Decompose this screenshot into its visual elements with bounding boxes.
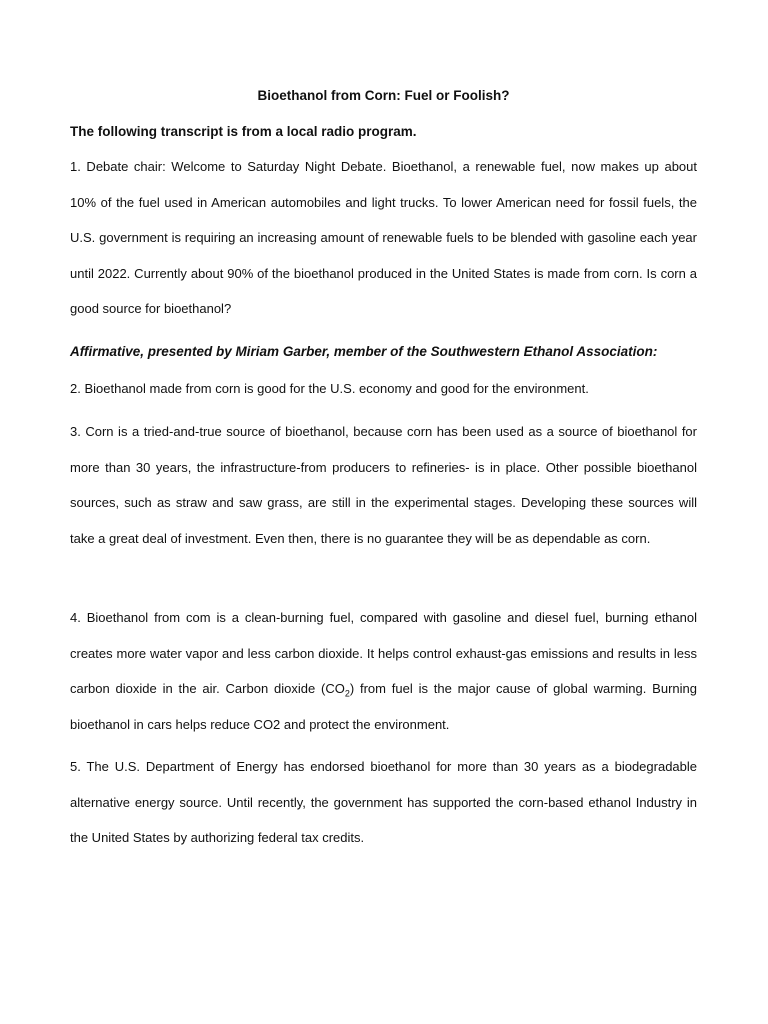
co2-subscript: 2 <box>344 688 350 699</box>
paragraph-2: 2. Bioethanol made from corn is good for the U.S. economy and good for the environment. <box>70 381 589 396</box>
paragraph-3: 3. Corn is a tried-and-true source of bioethanol, because corn has been used as a source of bioethanol for more than 30 years, the infrastructure-from producers to refineries- is in place. Other possible bioethanol sources, such as straw and saw grass, are still in the experimental stages. Developing these sources will take a great deal of investment. Even then, there is no guarantee they will be as dependable as corn. <box>70 424 697 546</box>
document-title: Bioethanol from Corn: Fuel or Foolish? <box>257 88 510 103</box>
affirmative-heading: Affirmative, presented by Miriam Garber, member of the Southwestern Ethanol Association: <box>70 344 658 359</box>
paragraph-1: 1. Debate chair: Welcome to Saturday Night Debate. Bioethanol, a renewable fuel, now makes up about 10% of the fuel used in American automobiles and light trucks. To lower American need for fossil fuels, the U.S. government is requiring an increasing amount of renewable fuels to be blended with gasoline each year until 2022. Currently about 90% of the bioethanol produced in the United States is made from corn. Is corn a good source for bioethanol? <box>70 159 697 316</box>
document-subtitle: The following transcript is from a local radio program. <box>70 124 417 139</box>
paragraph-4-text-a: 4. Bioethanol from com is a clean-burning fuel, compared with gasoline and diesel fuel, burning ethanol creates more water vapor and less carbon dioxide. It helps control exhaust-gas emissions and results in less carbon dioxide in the air. Carbon dioxide (CO <box>70 610 697 696</box>
paragraph-4 <box>70 600 697 742</box>
paragraph-4-text-b: ) from fuel is the major cause of global warming. Burning bioethanol in cars helps reduce CO2 and protect the environment. <box>70 681 697 732</box>
paragraph-5: 5. The U.S. Department of Energy has endorsed bioethanol for more than 30 years as a biodegradable alternative energy source. Until recently, the government has supported the corn-based ethanol Industry in the United States by authorizing federal tax credits. <box>70 759 697 845</box>
